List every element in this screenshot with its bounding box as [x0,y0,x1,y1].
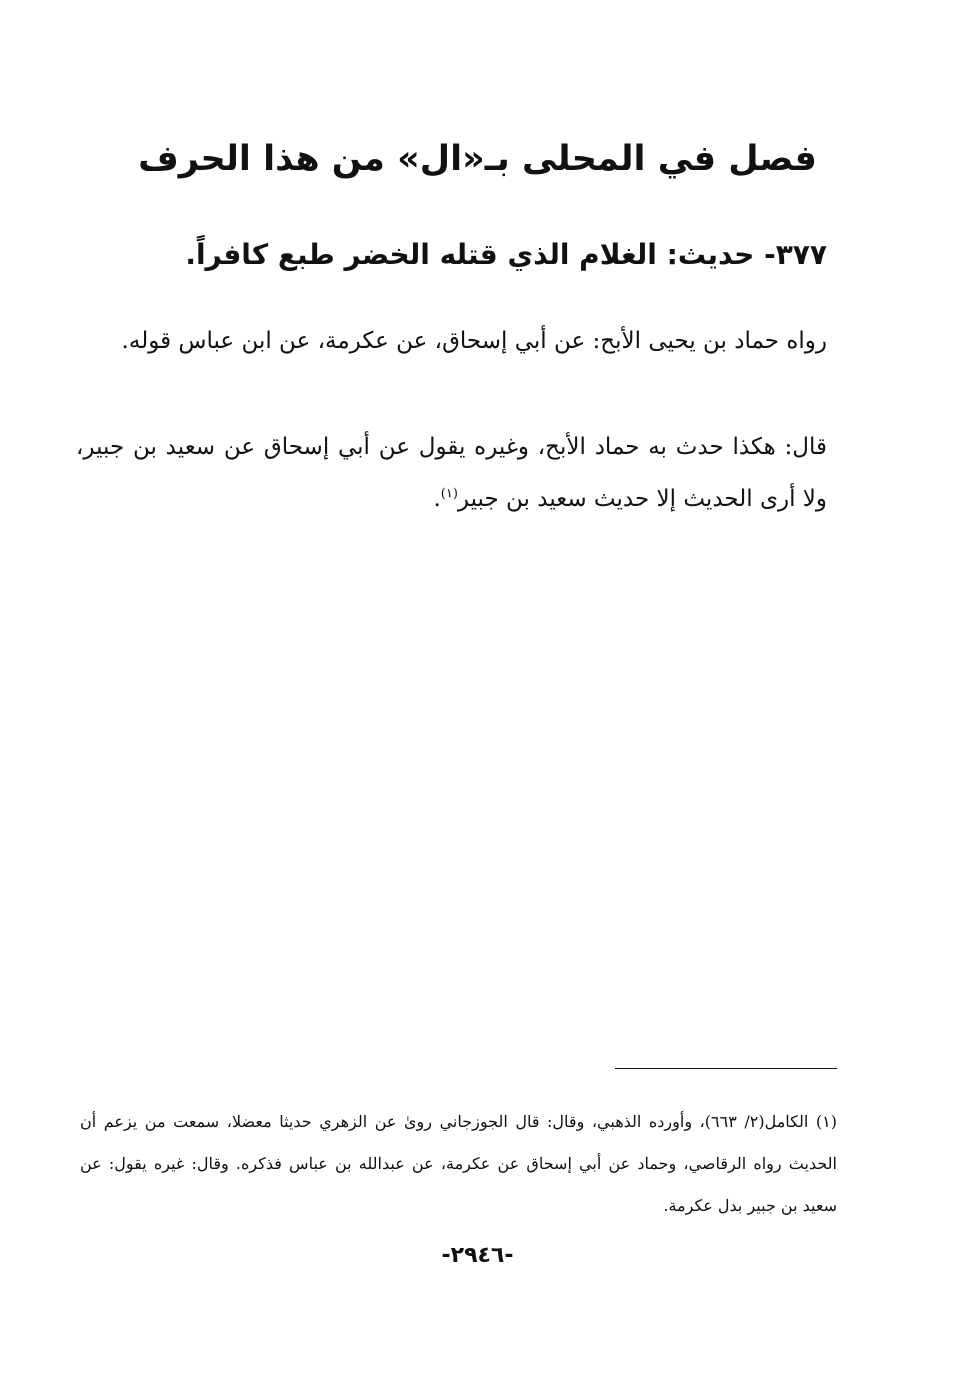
section-title: فصل في المحلى بـ«ال» من هذا الحرف [138,139,817,179]
page-number: -٢٩٤٦- [441,1243,514,1268]
hadith-paragraph-2-end: . [433,486,441,512]
footnote-reference: (١) [440,486,458,502]
footnote-text: (١) الكامل(٢/ ٦٦٣)، وأورده الذهبي، وقال: قال الجوزجاني روىٰ عن الزهري حديثا معضلا، سمعت من يزعم أن الحديث رواه الرقاصي، وحماد عن أبي إسحاق عن عكرمة، عن عبدالله بن عباس فذكره. وقال: غيره يقول: عن سعيد بن جبير بدل عكرمة. [80,1112,837,1215]
hadith-heading: ٣٧٧- حديث: الغلام الذي قتله الخضر طبع كافراً. [185,238,827,271]
hadith-paragraph-2-text: قال: هكذا حدث به حماد الأبح، وغيره يقول عن أبي إسحاق عن سعيد بن جبير، ولا أرى الحديث إلا حديث سعيد بن جبير [76,434,827,512]
hadith-paragraph-2 [76,421,827,525]
footnote-divider [615,1068,837,1069]
hadith-paragraph-1: رواه حماد بن يحيى الأبح: عن أبي إسحاق، عن عكرمة، عن ابن عباس قوله. [121,328,827,354]
